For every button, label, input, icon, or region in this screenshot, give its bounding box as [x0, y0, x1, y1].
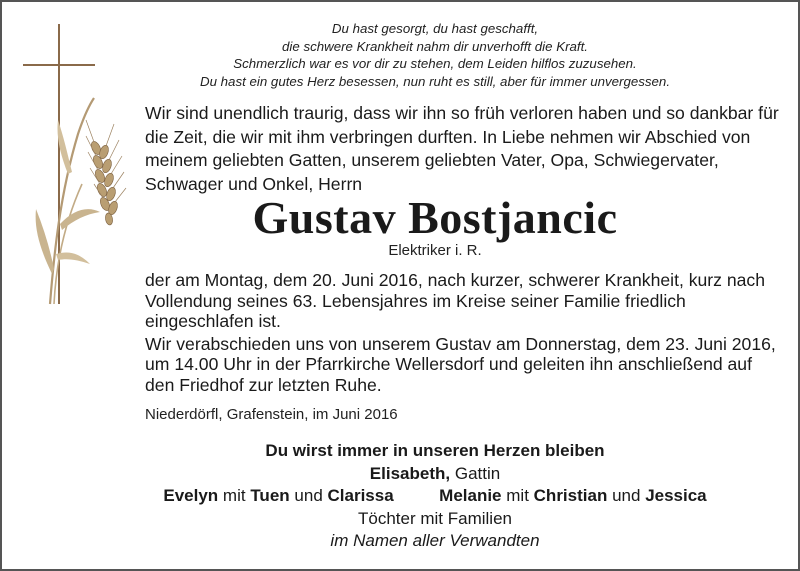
family-member: Jessica	[645, 486, 707, 505]
connector-word: und	[612, 486, 641, 505]
family-member: Evelyn	[163, 486, 219, 505]
motto: Du wirst immer in unseren Herzen bleiben	[265, 441, 605, 460]
family-member: Clarissa	[327, 486, 394, 505]
poem-line: Du hast ein gutes Herz besessen, nun ruht es still, aber für immer unvergessen.	[199, 73, 671, 89]
funeral-paragraph: Wir verabschieden uns von unserem Gustav am Donnerstag, dem 23. Juni 2016, um 14.00 Uhr in der Pfarrkirche Wellersdorf und geleiten ihn anschließend auf den Friedhof zur letzten Ruhe.	[145, 333, 776, 395]
connector-word: mit	[506, 486, 529, 505]
family-line	[152, 485, 718, 508]
wife-name: Elisabeth,	[369, 463, 451, 483]
place-date: Niederdörfl, Grafenstein, im Juni 2016	[145, 406, 398, 423]
poem	[152, 20, 718, 90]
announcement-text	[145, 270, 785, 398]
family-member: Melanie	[439, 486, 502, 505]
intro-paragraph: Wir sind unendlich traurig, dass wir ihn so früh verloren haben und so dankbar für die Zeit, die wir mit ihm verbringen durften. In Liebe nehmen wir Abschied von meinem geliebten Gatten, unserem geliebten Vater, Opa, Schwiegervater, Schwager und Onkel, Herrn	[145, 103, 779, 194]
relatives-line: im Namen aller Verwandten	[330, 531, 540, 550]
deceased-name: Gustav Bostjancic	[252, 192, 618, 243]
deceased-profession: Elektriker i. R.	[388, 242, 482, 259]
family-member: Christian	[533, 486, 608, 505]
connector-word: mit	[222, 486, 246, 505]
poem-line: die schwere Krankheit nahm dir unverhofft die Kraft.	[282, 38, 588, 54]
cross-and-wheat-icon	[20, 24, 140, 314]
family-member: Tuen	[250, 486, 290, 505]
death-paragraph: der am Montag, dem 20. Juni 2016, nach kurzer, schwerer Krankheit, kurz nach Vollendung seines 63. Lebensjahres im Kreise seiner Familie friedlich eingeschlafen ist.	[145, 270, 766, 332]
wife-role: Gattin	[454, 463, 501, 483]
connector-word: und	[294, 486, 323, 505]
daughters-line: Töchter mit Familien	[358, 508, 512, 528]
poem-line: Du hast gesorgt, du hast geschafft,	[331, 21, 539, 36]
closing-block	[152, 440, 718, 553]
poem-line: Schmerzlich war es vor dir zu stehen, dem Leiden hilflos zuzusehen.	[233, 56, 637, 71]
